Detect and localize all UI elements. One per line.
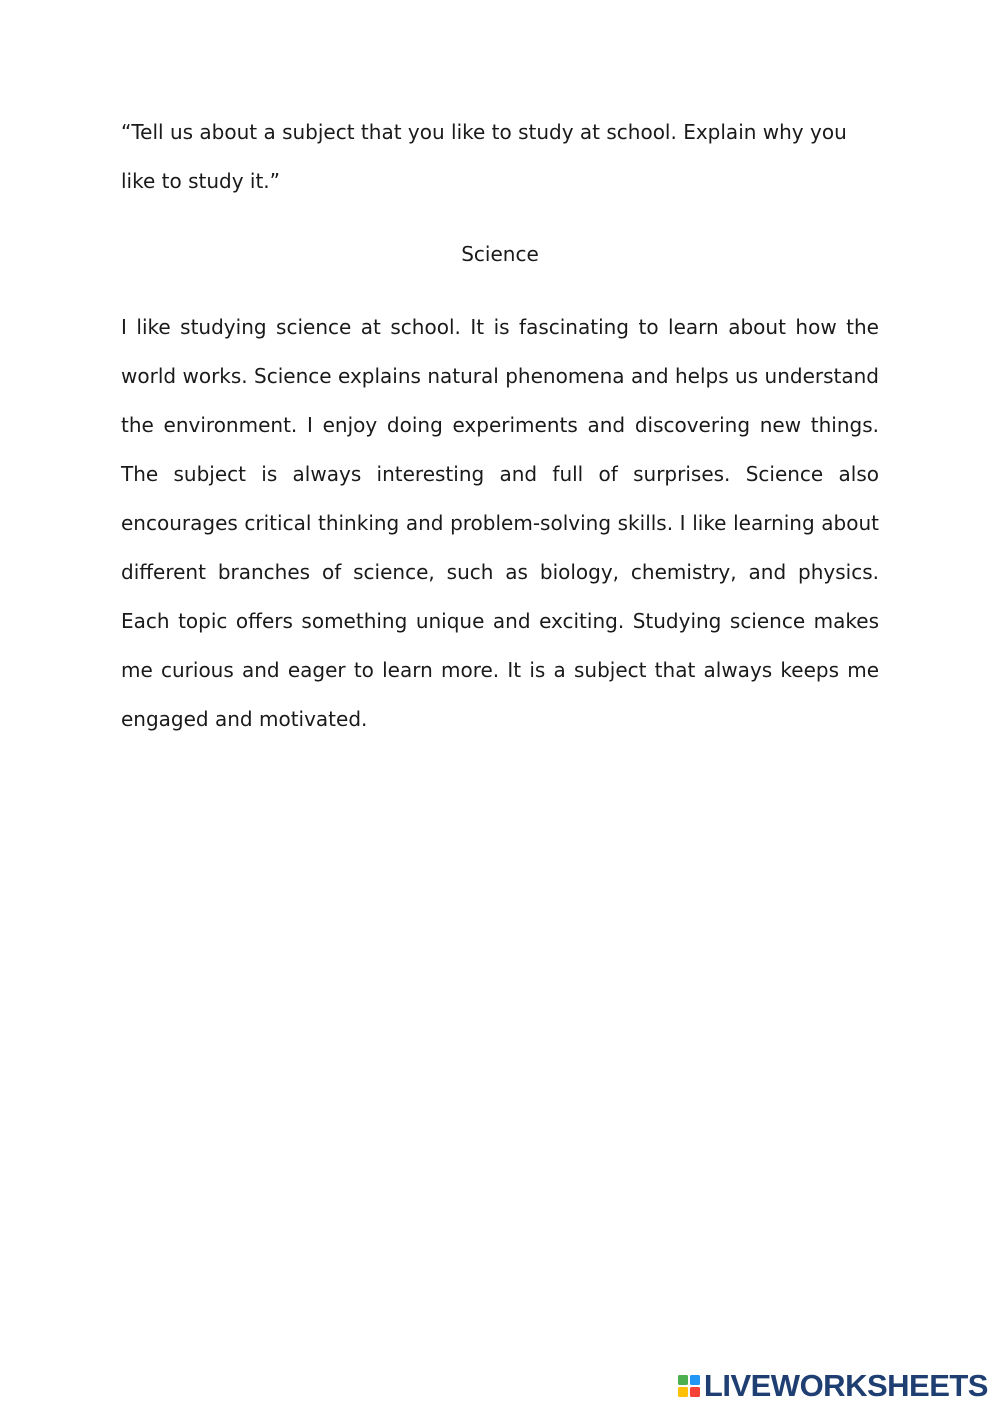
essay-title: Science bbox=[461, 242, 539, 266]
liveworksheets-wordmark: LIVEWORKSHEETS bbox=[703, 1368, 988, 1403]
liveworksheets-brand[interactable] bbox=[678, 1368, 988, 1404]
liveworksheets-logo-icon bbox=[678, 1375, 700, 1397]
essay-prompt: “Tell us about a subject that you like to study at school. Explain why you like to study it.” bbox=[121, 120, 847, 193]
essay-body: I like studying science at school. It is fascinating to learn about how the world works. Science explains natural phenomena and helps us understand the environment. I enjoy doing experiments and discovering new things. The subject is always interesting and full of surprises. Science also encourages critical thinking and problem-solving skills. I like learning about different branches of science, such as biology, chemistry, and physics. Each topic offers something unique and exciting. Studying science makes me curious and eager to learn more. It is a subject that always keeps me engaged and motivated. bbox=[121, 315, 879, 731]
